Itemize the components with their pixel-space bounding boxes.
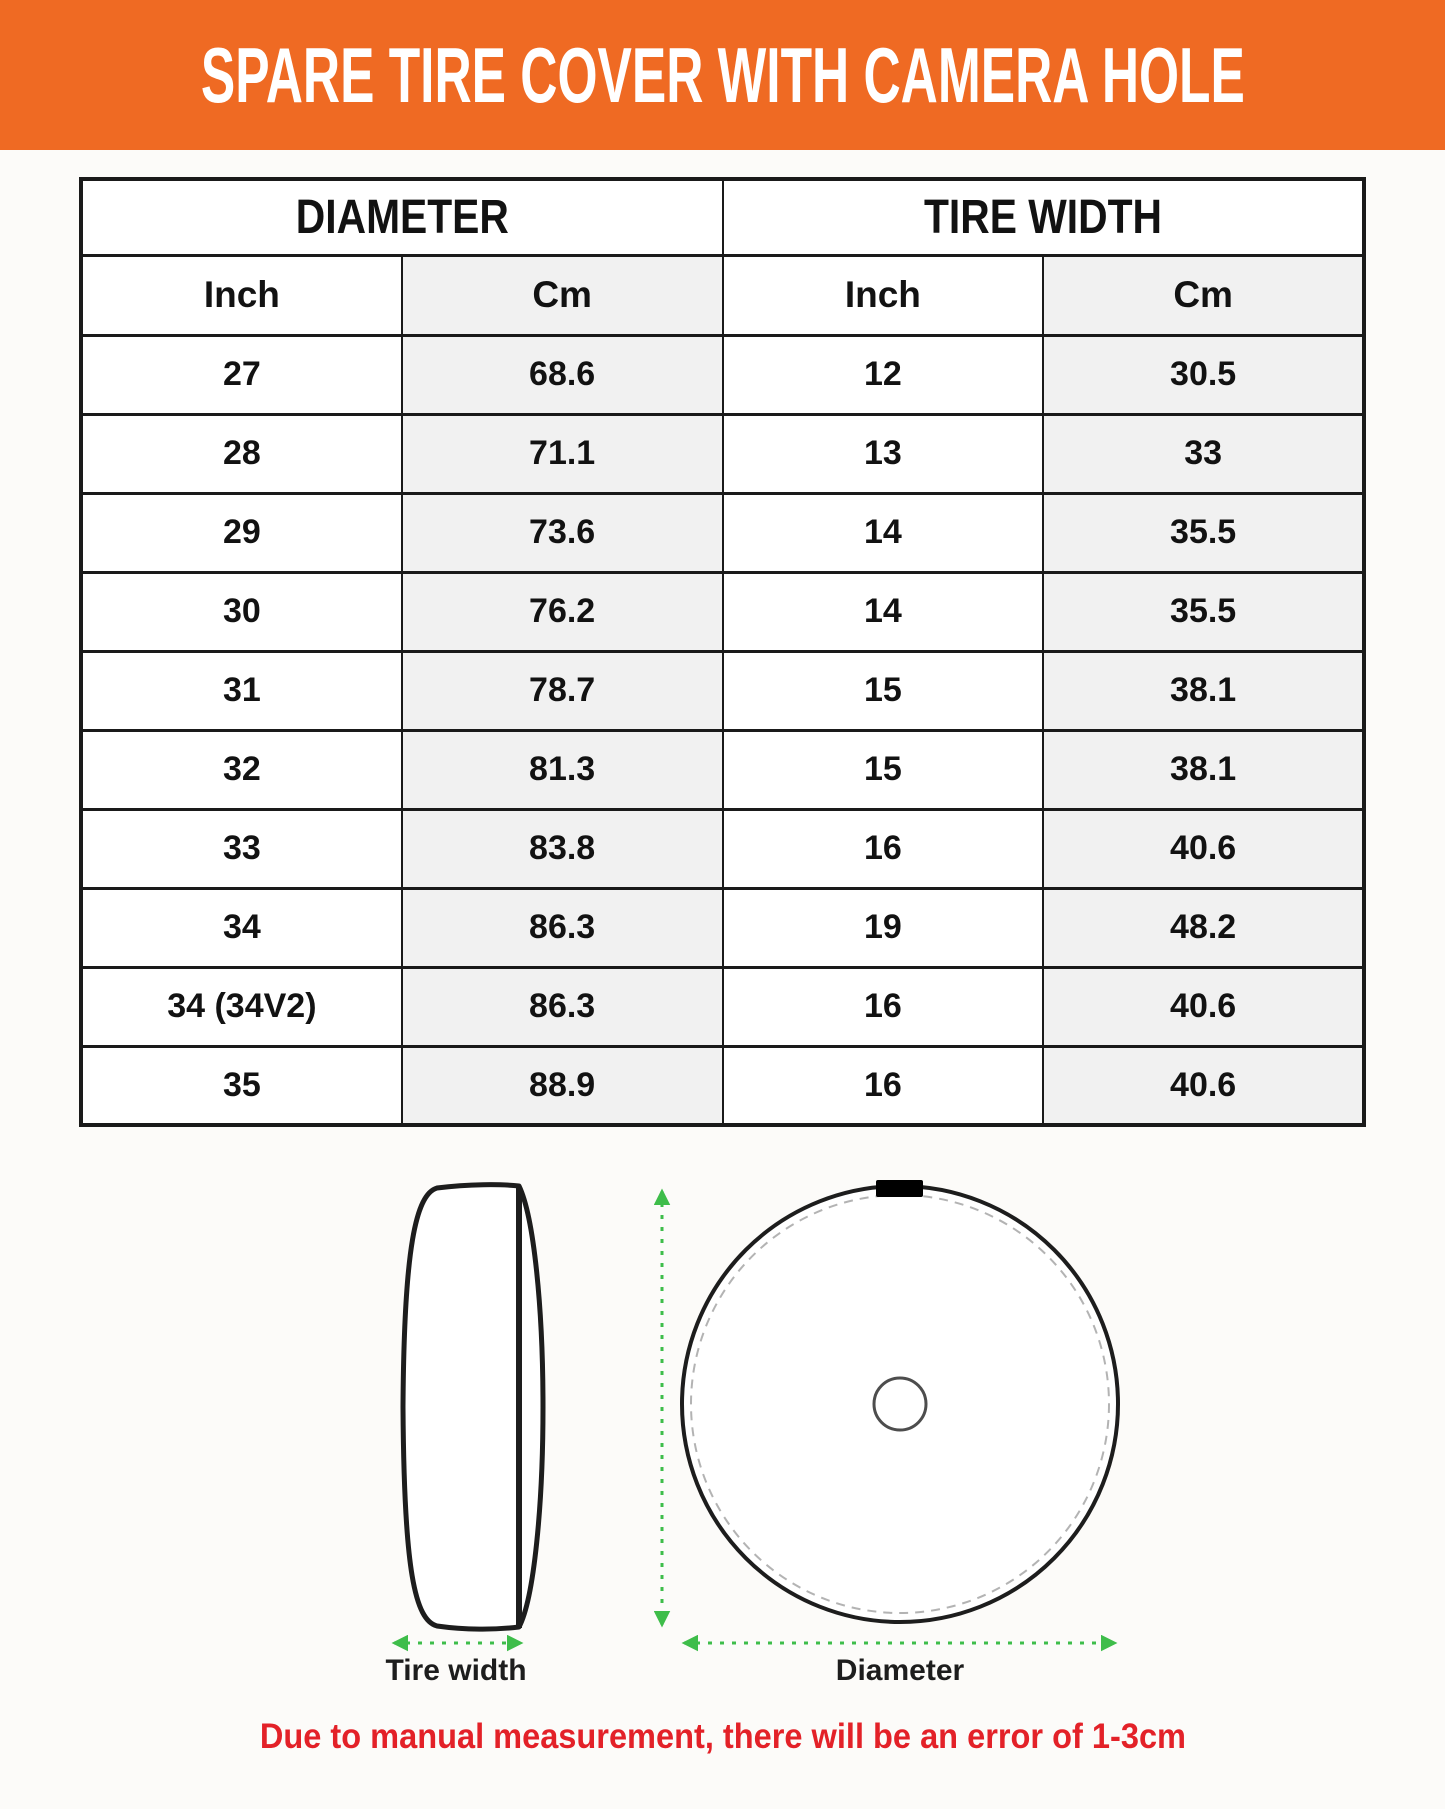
table-cell: 38.1 xyxy=(1043,651,1364,730)
table-cell: 16 xyxy=(723,809,1044,888)
table-row xyxy=(81,335,1364,414)
table-cell: 38.1 xyxy=(1043,730,1364,809)
table-row xyxy=(81,572,1364,651)
table-cell: 28 xyxy=(81,414,402,493)
table-row xyxy=(81,651,1364,730)
measurement-note xyxy=(0,1717,1445,1757)
tire-front-view xyxy=(682,1180,1118,1622)
table-cell: 14 xyxy=(723,493,1044,572)
table-row xyxy=(81,493,1364,572)
table-cell: 40.6 xyxy=(1043,967,1364,1046)
table-cell: 76.2 xyxy=(402,572,723,651)
table-cell: 86.3 xyxy=(402,967,723,1046)
table-row xyxy=(81,730,1364,809)
column-header-inch: Inch xyxy=(723,255,1044,335)
table-cell: 16 xyxy=(723,1046,1044,1125)
size-chart-table xyxy=(79,177,1366,1127)
table-cell: 30.5 xyxy=(1043,335,1364,414)
measurement-diagram xyxy=(0,1175,1445,1695)
table-cell: 32 xyxy=(81,730,402,809)
group-header-diameter: DIAMETER xyxy=(81,179,723,255)
column-header-cm: Cm xyxy=(1043,255,1364,335)
page-title: SPARE TIRE COVER WITH CAMERA HOLE xyxy=(200,30,1245,119)
table-cell: 35.5 xyxy=(1043,572,1364,651)
group-header-tire-width: TIRE WIDTH xyxy=(723,179,1365,255)
table-cell: 73.6 xyxy=(402,493,723,572)
table-cell: 33 xyxy=(81,809,402,888)
table-subheader-row xyxy=(81,255,1364,335)
table-cell: 71.1 xyxy=(402,414,723,493)
diameter-label: Diameter xyxy=(835,1654,965,1687)
tire-width-label: Tire width xyxy=(385,1654,527,1687)
camera-hole xyxy=(874,1378,926,1430)
tire-side-view xyxy=(403,1185,543,1629)
table-cell: 78.7 xyxy=(402,651,723,730)
table-cell: 35.5 xyxy=(1043,493,1364,572)
table-cell: 19 xyxy=(723,888,1044,967)
table-cell: 40.6 xyxy=(1043,809,1364,888)
table-cell: 35 xyxy=(81,1046,402,1125)
table-cell: 86.3 xyxy=(402,888,723,967)
table-cell: 88.9 xyxy=(402,1046,723,1125)
table-cell: 68.6 xyxy=(402,335,723,414)
table-cell: 40.6 xyxy=(1043,1046,1364,1125)
table-row xyxy=(81,967,1364,1046)
top-tab xyxy=(876,1180,923,1197)
table-row xyxy=(81,414,1364,493)
table-cell: 33 xyxy=(1043,414,1364,493)
table-cell: 30 xyxy=(81,572,402,651)
table-cell: 16 xyxy=(723,967,1044,1046)
measurement-note-text: Due to manual measurement, there will be an error of 1-3cm xyxy=(259,1717,1186,1756)
table-cell: 12 xyxy=(723,335,1044,414)
table-cell: 15 xyxy=(723,730,1044,809)
column-header-inch: Inch xyxy=(81,255,402,335)
table-row xyxy=(81,888,1364,967)
table-cell: 15 xyxy=(723,651,1044,730)
table-cell: 14 xyxy=(723,572,1044,651)
table-cell: 29 xyxy=(81,493,402,572)
table-cell: 34 xyxy=(81,888,402,967)
table-group-header-row xyxy=(81,179,1364,255)
table-cell: 31 xyxy=(81,651,402,730)
table-cell: 48.2 xyxy=(1043,888,1364,967)
table-cell: 34 (34V2) xyxy=(81,967,402,1046)
table-cell: 13 xyxy=(723,414,1044,493)
table-row xyxy=(81,1046,1364,1125)
table-cell: 81.3 xyxy=(402,730,723,809)
table-row xyxy=(81,809,1364,888)
column-header-cm: Cm xyxy=(402,255,723,335)
banner xyxy=(0,0,1445,150)
tire-diagram-graphic xyxy=(0,1175,1445,1695)
table-cell: 83.8 xyxy=(402,809,723,888)
table-cell: 27 xyxy=(81,335,402,414)
